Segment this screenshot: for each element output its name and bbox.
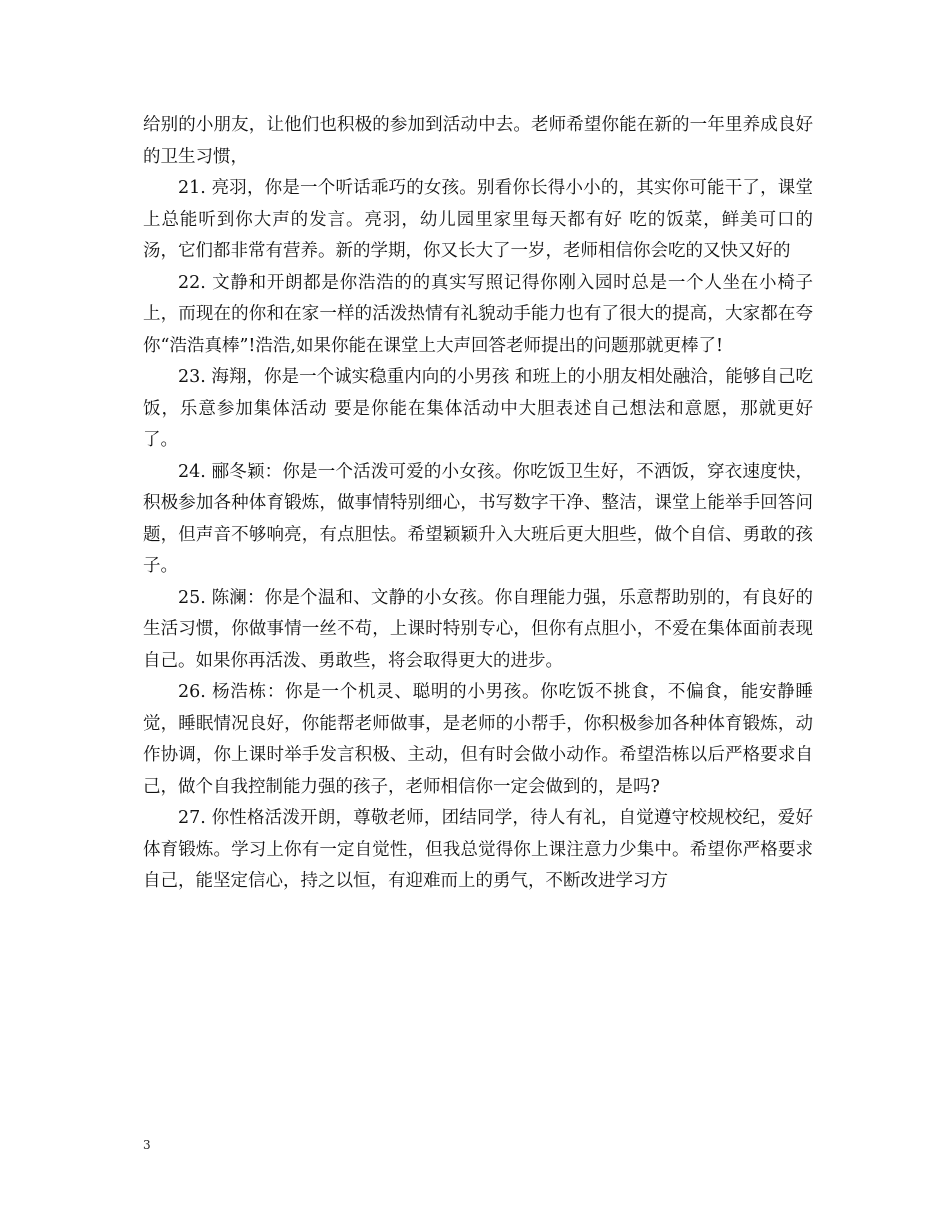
paragraph-item-26: 26. 杨浩栋：你是一个机灵、聪明的小男孩。你吃饭不挑食，不偏食，能安静睡觉，睡眠情况良好，你能帮老师做事，是老师的小帮手，你积极参加各种体育锻炼，动作协调，你上课时举手发言积极、主动，但有时会做小动作。希望浩栋以后严格要求自己，做个自我控制能力强的孩子，老师相信你一定会做到的，是吗? bbox=[143, 682, 813, 797]
paragraph-continuation: 给别的小朋友，让他们也积极的参加到活动中去。老师希望你能在新的一年里养成良好的卫生习惯， bbox=[143, 115, 813, 167]
paragraph-item-21: 21. 亮羽，你是一个听话乖巧的女孩。别看你长得小小的，其实你可能干了，课堂上总能听到你大声的发言。亮羽，幼儿园里家里每天都有好 吃的饭菜，鲜美可口的汤，它们都非常有营养。新的学期，你又长大了一岁，老师相信你会吃的又快又好的 bbox=[143, 178, 813, 261]
page-body bbox=[143, 110, 813, 898]
page-number: 3 bbox=[143, 1138, 151, 1152]
paragraph-item-27: 27. 你性格活泼开朗，尊敬老师，团结同学，待人有礼，自觉遵守校规校纪，爱好体育锻炼。学习上你有一定自觉性，但我总觉得你上课注意力少集中。希望你严格要求自己，能坚定信心，持之以恒，有迎难而上的勇气，不断改进学习方 bbox=[143, 808, 813, 891]
paragraph-item-22: 22. 文静和开朗都是你浩浩的的真实写照记得你刚入园时总是一个人坐在小椅子上，而现在的你和在家一样的活泼热情有礼貌动手能力也有了很大的提高，大家都在夸你“浩浩真棒”!浩浩,如果你能在课堂上大声回答老师提出的问题那就更棒了! bbox=[143, 272, 813, 356]
paragraph-item-23: 23. 海翔，你是一个诚实稳重内向的小男孩 和班上的小朋友相处融洽，能够自己吃饭，乐意参加集体活动 要是你能在集体活动中大胆表述自己想法和意愿，那就更好了。 bbox=[143, 367, 813, 450]
paragraph-item-25: 25. 陈澜：你是个温和、文静的小女孩。你自理能力强，乐意帮助别的，有良好的生活习惯，你做事情一丝不苟，上课时特别专心，但你有点胆小，不爱在集体面前表现自己。如果你再活泼、勇敢些，将会取得更大的进步。 bbox=[143, 587, 813, 671]
paragraph-item-24: 24. 郦冬颖：你是一个活泼可爱的小女孩。你吃饭卫生好，不洒饭，穿衣速度快，积极参加各种体育锻炼，做事情特别细心，书写数字干净、整洁，课堂上能举手回答问题，但声音不够响亮，有点胆怯。希望颖颖升入大班后更大胆些，做个自信、勇敢的孩子。 bbox=[143, 461, 813, 576]
